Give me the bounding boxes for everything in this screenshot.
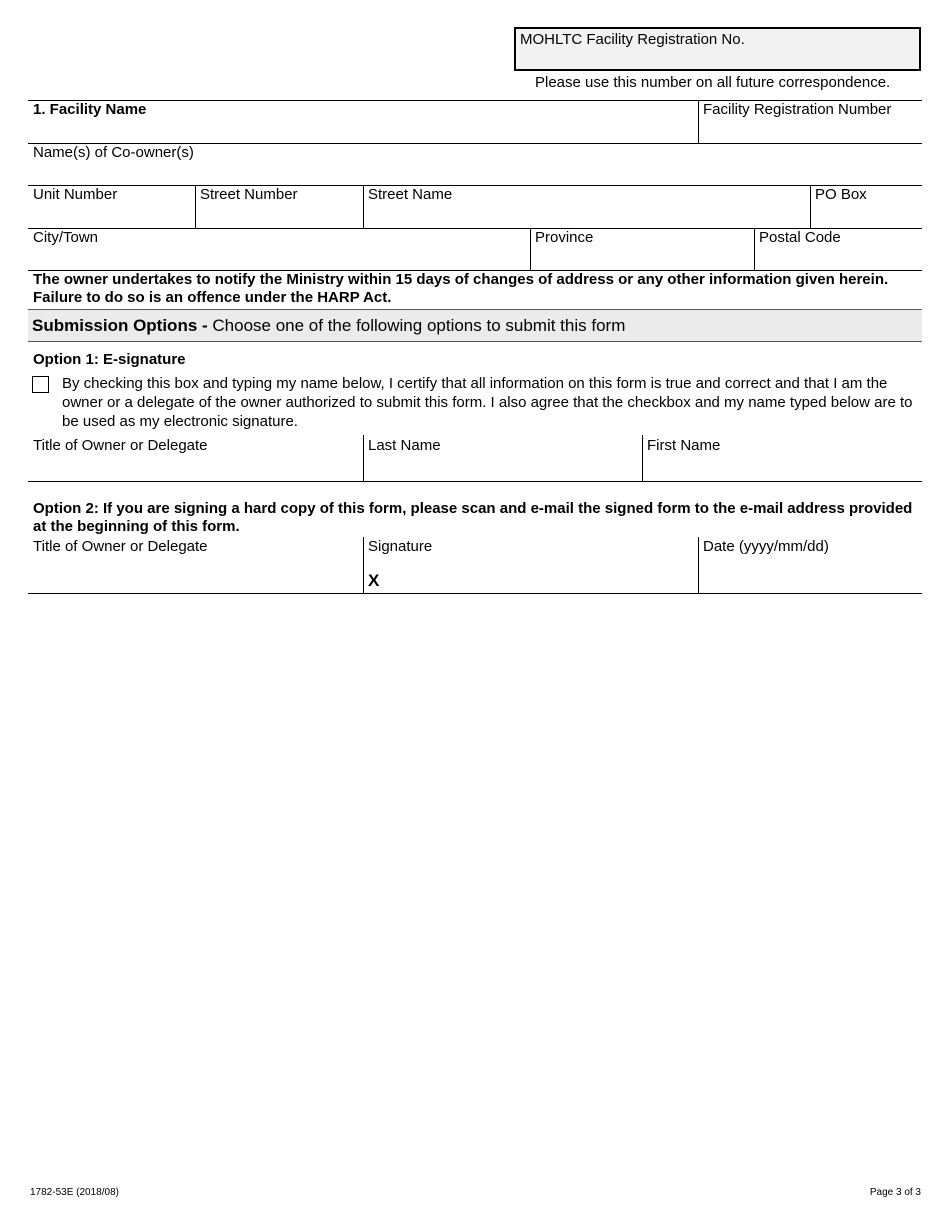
unit-number-label: Unit Number [33, 186, 118, 203]
facility-name-label: 1. Facility Name [33, 101, 147, 118]
postal-code-label: Postal Code [759, 229, 841, 246]
postal-code-field[interactable] [755, 248, 921, 270]
facility-registration-number-field[interactable] [699, 120, 921, 142]
option1-title-field[interactable] [28, 457, 362, 481]
first-name-field[interactable] [643, 457, 921, 481]
street-number-label: Street Number [200, 186, 298, 203]
submission-instruction: Choose one of the following options to submit this form [212, 316, 626, 335]
submission-heading: Submission Options - [32, 316, 208, 335]
signature-mark: X [368, 571, 380, 590]
po-box-label: PO Box [815, 186, 867, 203]
divider [28, 481, 922, 482]
divider [28, 185, 922, 186]
last-name-field[interactable] [364, 457, 641, 481]
street-name-label: Street Name [368, 186, 453, 203]
last-name-label: Last Name [368, 437, 441, 454]
facility-name-field[interactable] [28, 120, 698, 142]
first-name-label: First Name [647, 437, 721, 454]
registration-number-box[interactable] [514, 27, 921, 71]
coowner-field[interactable] [28, 163, 922, 185]
city-label: City/Town [33, 229, 99, 246]
province-label: Province [535, 229, 594, 246]
option1-title-label: Title of Owner or Delegate [33, 437, 208, 454]
submission-options-text [32, 316, 625, 336]
registration-number-label: MOHLTC Facility Registration No. [520, 31, 745, 48]
po-box-field[interactable] [811, 205, 921, 227]
city-field[interactable] [28, 248, 530, 270]
option2-title-label: Title of Owner or Delegate [33, 538, 208, 555]
street-number-field[interactable] [196, 205, 362, 227]
street-name-field[interactable] [364, 205, 810, 227]
divider [28, 593, 922, 594]
esignature-checkbox[interactable] [32, 376, 49, 393]
registration-note: Please use this number on all future correspondence. [535, 74, 891, 91]
signature-label: Signature [368, 538, 433, 555]
page-number: Page 3 of 3 [869, 1187, 921, 1198]
coowner-label: Name(s) of Co-owner(s) [33, 144, 194, 161]
form-code: 1782-53E (2018/08) [30, 1187, 119, 1198]
unit-number-field[interactable] [28, 205, 195, 227]
certify-text: By checking this box and typing my name below, I certify that all information on this form is true and correct and that I am the owner or a delegate of the owner authorized to submit this form. I also agree that the checkbox and my name typed below are to be used as my electronic signature. [62, 375, 913, 430]
option1-heading: Option 1: E-signature [33, 351, 186, 368]
submission-options-header [28, 309, 922, 342]
signature-field[interactable] [390, 558, 697, 592]
option2-heading: Option 2: If you are signing a hard copy of this form, please scan and e-mail the signed form to the e-mail address provided at the beginning of this form. [33, 500, 913, 535]
facility-registration-number-label: Facility Registration Number [703, 101, 892, 118]
divider [363, 537, 364, 593]
date-label: Date (yyyy/mm/dd) [703, 538, 829, 555]
date-field[interactable] [699, 558, 921, 592]
province-field[interactable] [531, 248, 754, 270]
undertaking-notice: The owner undertakes to notify the Ministry within 15 days of changes of address or any other information given herein. Failure to do so is an offence under the HARP Act. [33, 271, 889, 306]
option2-title-field[interactable] [28, 558, 362, 592]
